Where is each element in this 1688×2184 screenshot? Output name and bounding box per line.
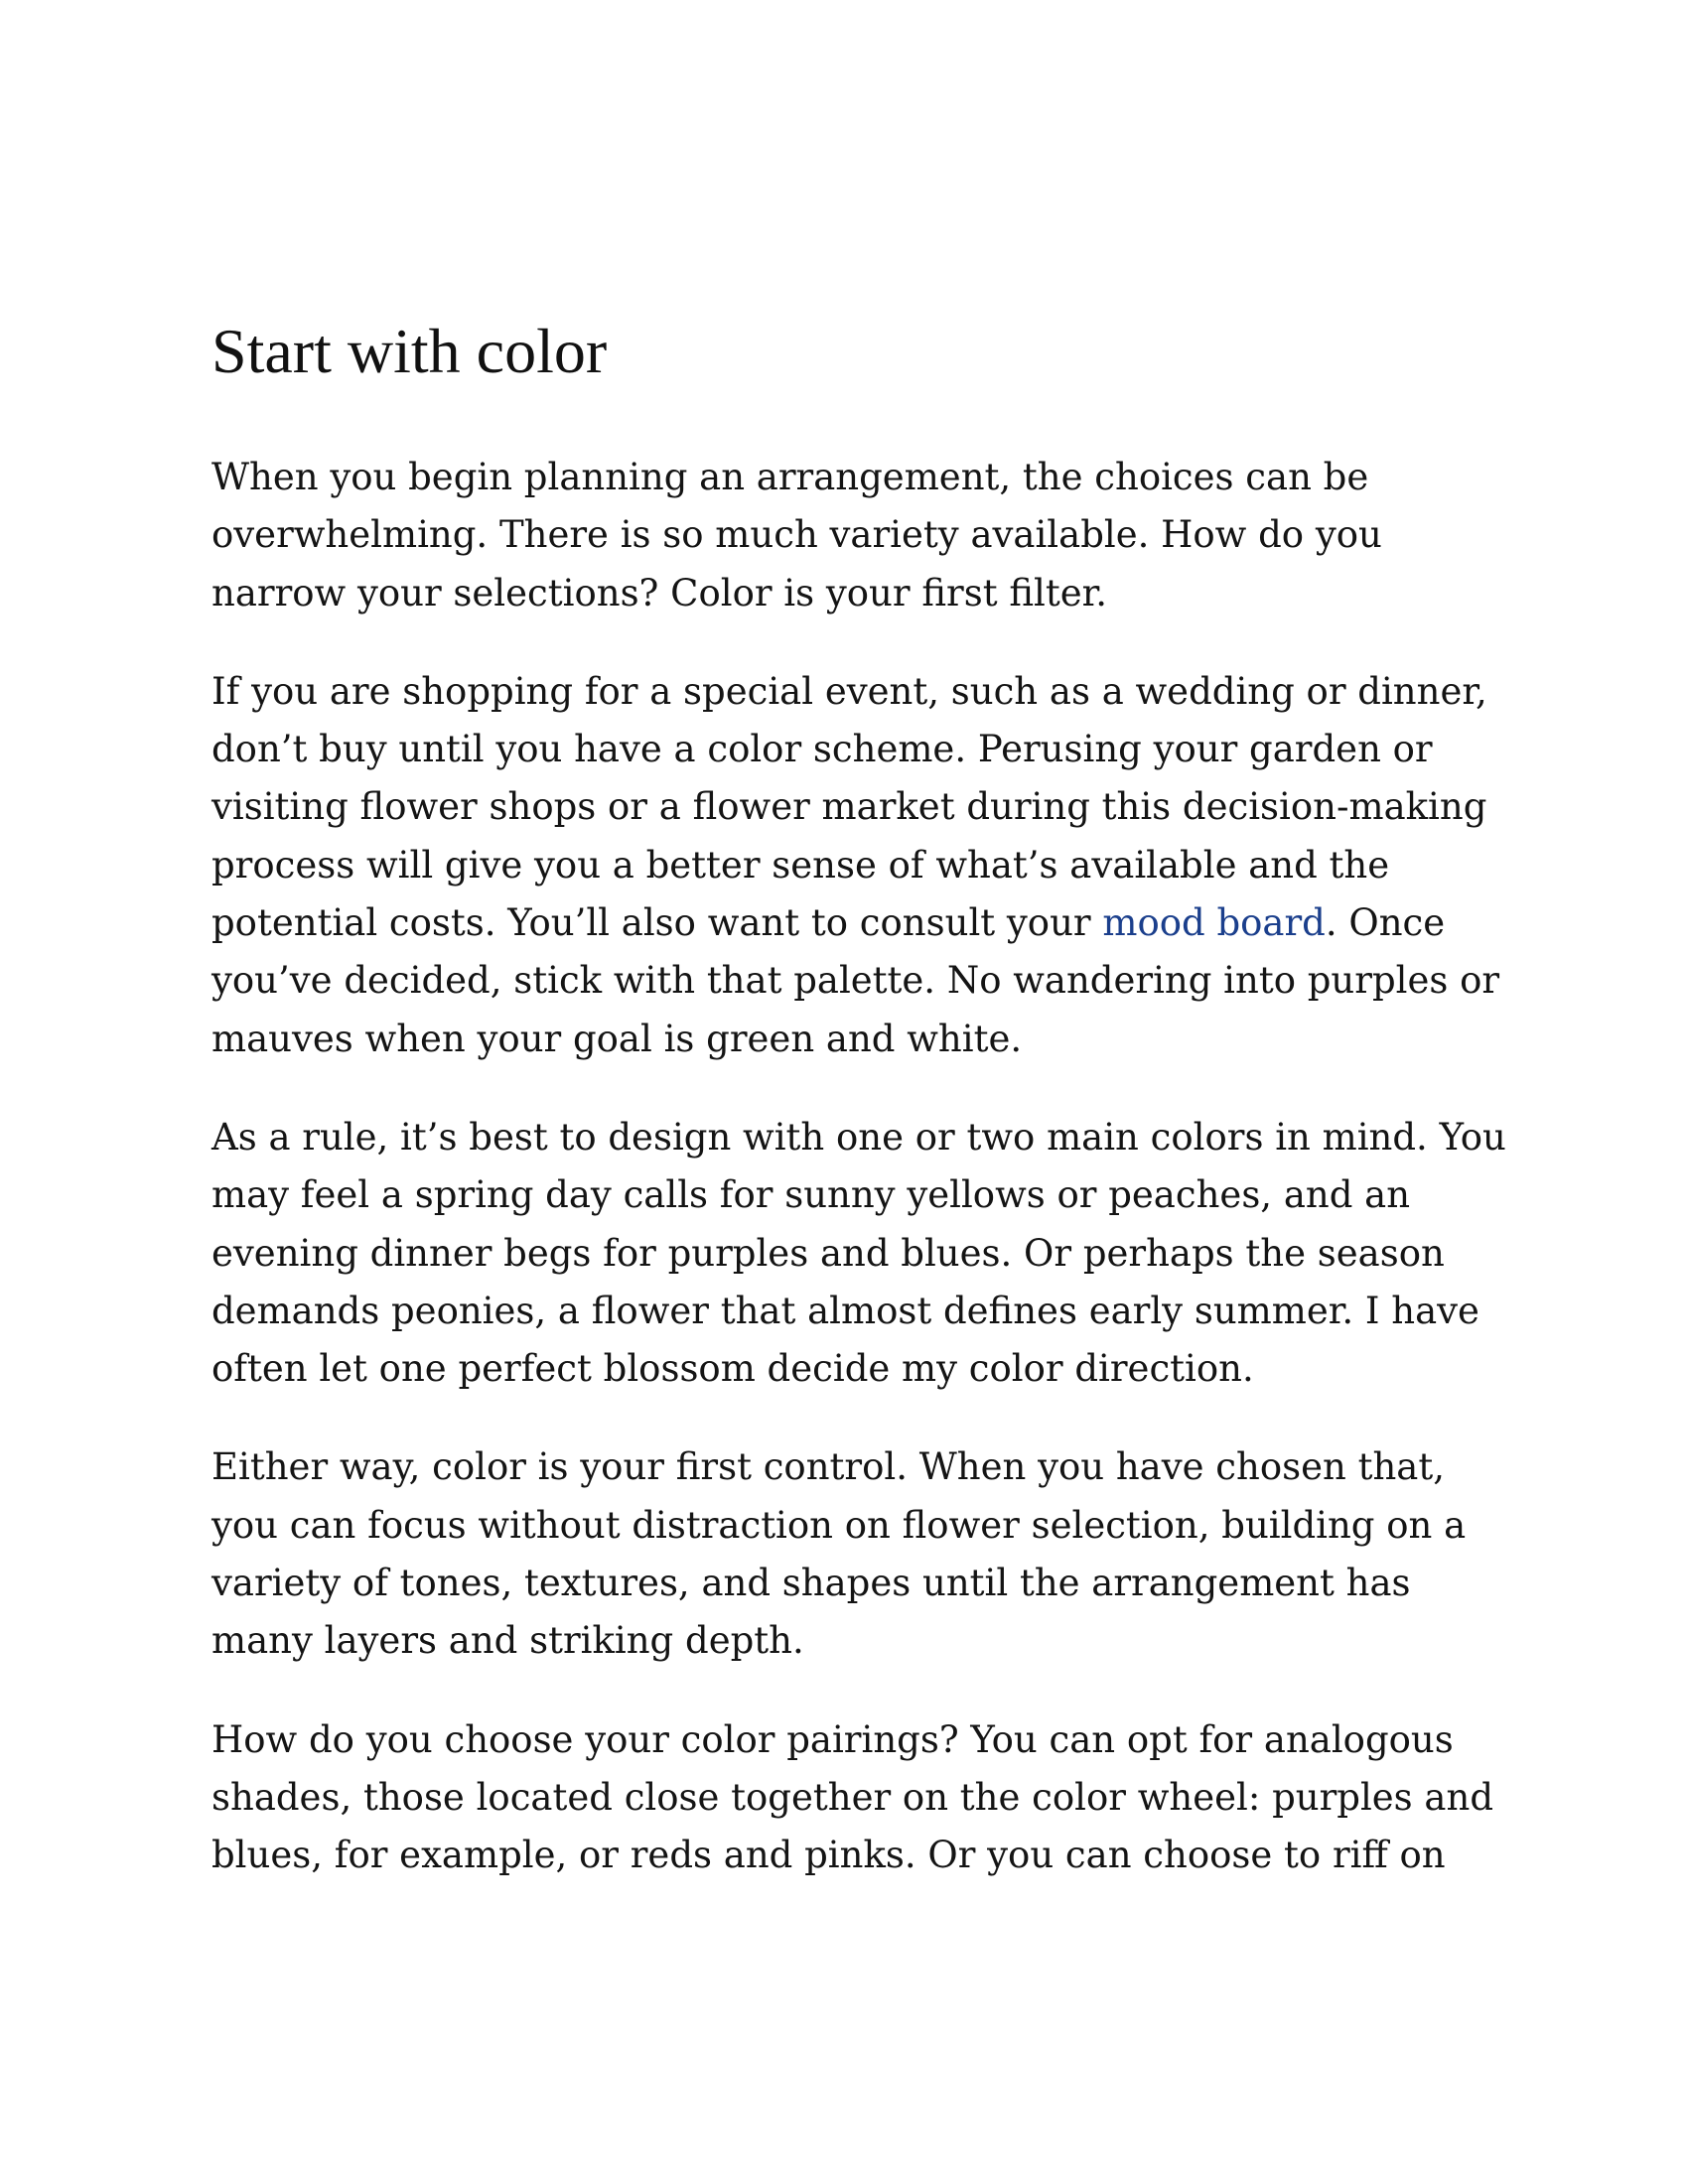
text-line: When you begin planning an arrangement, the choices can be xyxy=(211,456,1369,498)
text-line: may feel a spring day calls for sunny yellows or peaches, and an xyxy=(211,1173,1411,1217)
text-line: you’ve decided, stick with that palette. No wandering into purples or xyxy=(211,959,1500,1003)
article-body xyxy=(211,449,1506,1926)
text-line: visiting flower shops or a flower market during this decision-making xyxy=(211,785,1487,829)
text-line: process will give you a better sense of what’s available and the xyxy=(211,843,1390,887)
text-line: Either way, color is your first control. When you have chosen that, xyxy=(211,1445,1445,1489)
link-line-after: . Once xyxy=(1325,901,1446,945)
text-line: narrow your selections? Color is your first filter. xyxy=(211,571,1107,614)
text-line: often let one perfect blossom decide my color direction. xyxy=(211,1347,1254,1391)
text-line: variety of tones, textures, and shapes until the arrangement has xyxy=(211,1562,1411,1605)
text-line: demands peonies, a flower that almost defines early summer. I have xyxy=(211,1289,1479,1332)
text-line: blues, for example, or reds and pinks. Or you can choose to riff on xyxy=(211,1834,1446,1877)
text-line: many layers and striking depth. xyxy=(211,1619,804,1663)
text-line: As a rule, it’s best to design with one or two main colors in mind. You xyxy=(211,1115,1506,1159)
paragraph-3 xyxy=(211,1109,1506,1398)
text-line: shades, those located close together on the color wheel: purples and xyxy=(211,1775,1494,1819)
link-line-before: potential costs. You’ll also want to consult your xyxy=(211,901,1103,945)
paragraph-2 xyxy=(211,663,1500,1068)
text-line: you can focus without distraction on flower selection, building on a xyxy=(211,1503,1467,1547)
text-line: don’t buy until you have a color scheme. Perusing your garden or xyxy=(211,728,1433,771)
section-heading: Start with color xyxy=(211,316,608,386)
text-line-with-link xyxy=(211,894,1492,952)
text-line: If you are shopping for a special event, such as a wedding or dinner, xyxy=(211,669,1487,713)
text-line: How do you choose your color pairings? You can opt for analogous xyxy=(211,1717,1454,1761)
paragraph-1 xyxy=(211,449,1492,622)
mood-board-link[interactable]: mood board xyxy=(1102,901,1326,945)
paragraph-5 xyxy=(211,1711,1492,1885)
text-line: mauves when your goal is green and white. xyxy=(211,1017,1023,1060)
paragraph-4 xyxy=(211,1438,1492,1670)
text-line: overwhelming. There is so much variety available. How do you xyxy=(211,513,1382,557)
text-line: evening dinner begs for purples and blues. Or perhaps the season xyxy=(211,1231,1445,1275)
